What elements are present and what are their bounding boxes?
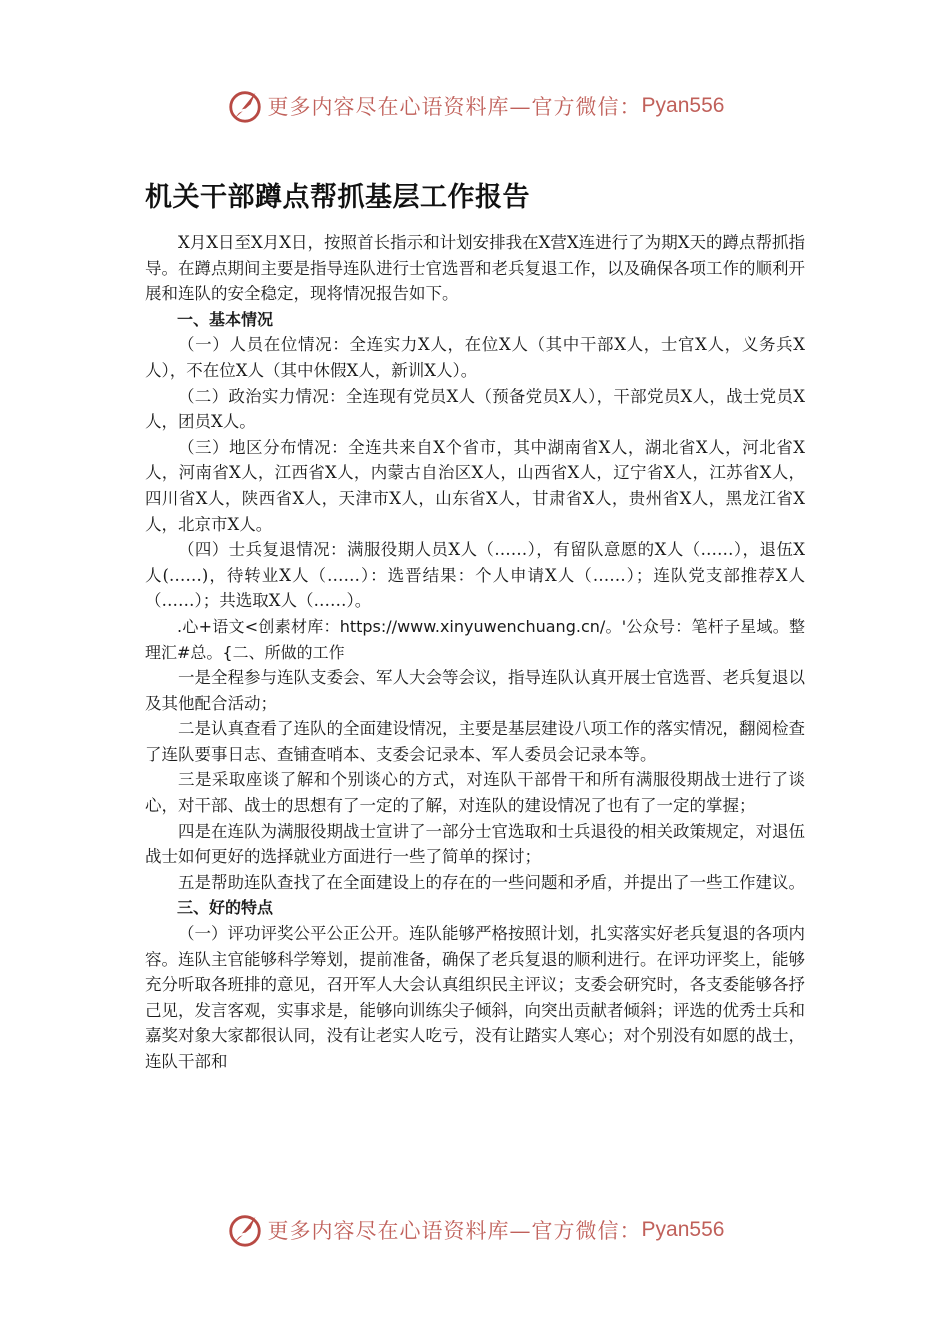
- paragraph-work-1: 一是全程参与连队支委会、军人大会等会议，指导连队认真开展士官选晋、老兵复退以及其他配合活动；: [145, 668, 805, 713]
- paragraph-political: （二）政治实力情况：全连现有党员X人（预备党员X人），干部党员X人，战士党员X人，团员X人。: [145, 386, 805, 432]
- watermark-text: 更多内容尽在心语资料库—官方微信：: [267, 1219, 642, 1243]
- paragraph-personnel: （一）人员在位情况：全连实力X人，在位X人（其中干部X人，士官X人，义务兵X人），不在位X人（其中休假X人，新训X人）。: [145, 335, 805, 380]
- paragraph-work-5: 五是帮助连队查找了在全面建设上的存在的一些问题和矛盾，并提出了一些工作建议。: [178, 872, 805, 892]
- document-body: [145, 230, 805, 1075]
- paragraph-source-and-heading-work: .心+语文<创素材库：https://www.xinyuwenchuang.cn/。'公众号：笔杆子星域。整理汇#总。{二、所做的工作: [145, 616, 805, 662]
- paragraph-regions: （三）地区分布情况：全连共来自X个省市，其中湖南省X人，湖北省X人，河北省X人，河南省X人，江西省X人，内蒙古自治区X人，山西省X人，辽宁省X人，江苏省X人，四川省X人，陕西省X人，天津市X人，山东省X人，甘肃省X人，贵州省X人，黑龙江省X人，北京市X人。: [145, 437, 805, 534]
- watermark-text: 更多内容尽在心语资料库—官方微信：: [267, 95, 642, 119]
- watermark-banner-top: [0, 84, 950, 128]
- watermark-banner-bottom: [0, 1208, 950, 1252]
- paragraph-work-4: 四是在连队为满服役期战士宣讲了一部分士官选取和士兵退役的相关政策规定，对退伍战士如何更好的选择就业方面进行一些了简单的探讨；: [145, 821, 805, 867]
- section-heading-basic: 一、基本情况: [177, 309, 274, 329]
- watermark-wechat-id: Pyan556: [641, 94, 725, 117]
- document-title: 机关干部蹲点帮抓基层工作报告: [145, 182, 530, 213]
- watermark-wechat-id: Pyan556: [641, 1218, 725, 1241]
- paragraph-feature-1: （一）评功评奖公平公正公开。连队能够严格按照计划，扎实落实好老兵复退的各项内容。连队主官能够科学筹划，提前准备，确保了老兵复退的顺利进行。在评功评奖上，能够充分听取各班排的意见，召开军人大会认真组织民主评议；支委会研究时，各支委能够各抒己见，发言客观，实事求是，能够向训练尖子倾斜，向突出贡献者倾斜；评选的优秀士兵和嘉奖对象大家都很认同，没有让老实人吃亏，没有让踏实人寒心；对个别没有如愿的战士，连队干部和: [145, 924, 805, 1071]
- quill-logo-icon: [226, 1211, 264, 1249]
- quill-logo-icon: [226, 87, 264, 125]
- paragraph-work-2: 二是认真查看了连队的全面建设情况，主要是基层建设八项工作的落实情况，翻阅检查了连队要事日志、查铺查哨本、支委会记录本、军人委员会记录本等。: [145, 719, 805, 764]
- paragraph-discharge: （四）士兵复退情况：满服役期人员X人（……），有留队意愿的X人（……），退伍X人(……)，待转业X人（……）：选晋结果：个人申请X人（……）；连队党支部推荐X人（……）；共选取X人（……）。: [145, 540, 805, 611]
- section-heading-features: 三、好的特点: [177, 898, 274, 918]
- paragraph-work-3: 三是采取座谈了解和个别谈心的方式，对连队干部骨干和所有满服役期战士进行了谈心，对干部、战士的思想有了一定的了解，对连队的建设情况了也有了一定的掌握；: [145, 770, 805, 816]
- paragraph-intro: X月X日至X月X日，按照首长指示和计划安排我在X营X连进行了为期X天的蹲点帮抓指导。在蹲点期间主要是指导连队进行士官选晋和老兵复退工作，以及确保各项工作的顺利开展和连队的安全稳定，现将情况报告如下。: [145, 233, 805, 304]
